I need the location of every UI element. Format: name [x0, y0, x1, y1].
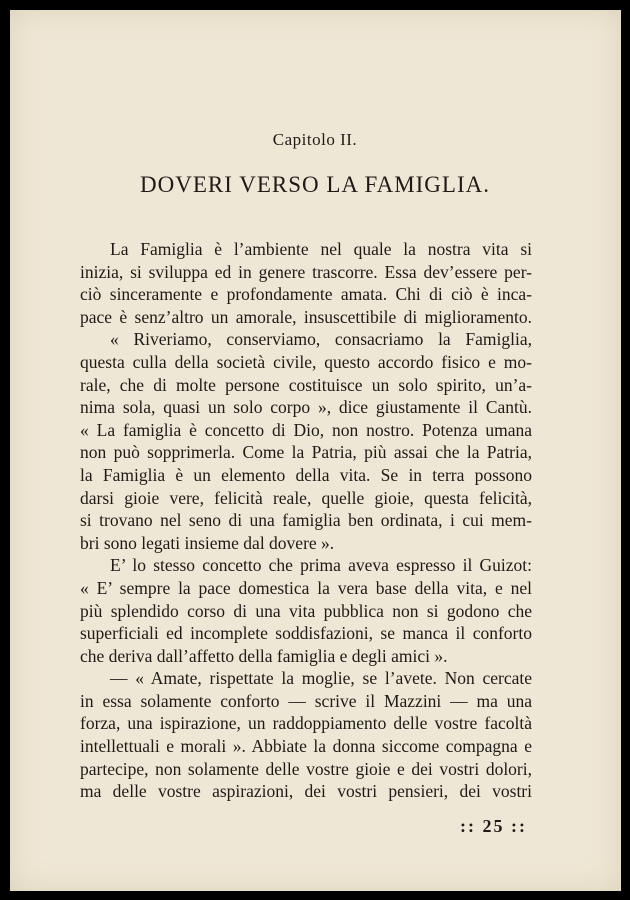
- text-line: « Riveriamo, conserviamo, consacriamo la Famiglia,: [110, 329, 532, 350]
- text-line: si trovano nel seno di una famiglia ben ordinata, i cui mem-: [80, 510, 532, 531]
- text-line: che deriva dall’affetto della famiglia e degli amici ».: [80, 645, 448, 666]
- text-line: forza, una ispirazione, un raddoppiamento delle vostre facoltà: [80, 713, 532, 734]
- text-line: non può sopprimerla. Come la Patria, più assai che la Patria,: [80, 442, 532, 463]
- text-line: ma delle vostre aspirazioni, dei vostri pensieri, dei vostri: [80, 781, 532, 802]
- text-line: la Famiglia è un elemento della vita. Se in terra possono: [80, 464, 532, 485]
- text-line: « La famiglia è concetto di Dio, non nostro. Potenza umana: [80, 419, 532, 440]
- text-line: « E’ sempre la pace domestica la vera base della vita, e nel: [80, 577, 532, 598]
- text-line: rale, che di molte persone costituisce un solo spirito, un’a-: [80, 374, 532, 395]
- text-line: E’ lo stesso concetto che prima aveva espresso il Guizot:: [110, 555, 532, 576]
- page-number: :: 25 ::: [460, 816, 527, 836]
- text-line: intellettuali e morali ». Abbiate la donna siccome compagna e: [80, 736, 532, 757]
- text-line: inizia, si sviluppa ed in genere trascorre. Essa dev’essere per-: [80, 261, 532, 282]
- body-text: [80, 238, 532, 803]
- text-line: partecipe, non solamente delle vostre gioie e dei vostri dolori,: [80, 758, 532, 779]
- text-line: La Famiglia è l’ambiente nel quale la nostra vita si: [110, 239, 532, 259]
- text-line: pace è senz’altro un amorale, insuscettibile di miglioramento.: [80, 306, 532, 327]
- text-line: in essa solamente conforto — scrive il Mazzini — ma una: [80, 690, 532, 711]
- chapter-label: Capitolo II.: [272, 130, 358, 149]
- text-line: bri sono legati insieme dal dovere ».: [80, 532, 335, 553]
- text-line: questa culla della società civile, questo accordo fisico e mo-: [80, 351, 532, 372]
- text-line: nima sola, quasi un solo corpo », dice giustamente il Cantù.: [80, 397, 532, 418]
- chapter-title: DOVERI VERSO LA FAMIGLIA.: [140, 172, 490, 197]
- text-line: più splendido corso di una vita pubblica non si godono che: [80, 600, 532, 621]
- text-line: ciò sinceramente e profondamente amata. Chi di ciò è inca-: [80, 284, 532, 305]
- text-line: superficiali ed incomplete soddisfazioni, se manca il conforto: [80, 623, 532, 644]
- text-line: darsi gioie vere, felicità reale, quelle gioie, questa felicità,: [80, 487, 532, 508]
- text-line: — « Amate, rispettate la moglie, se l’avete. Non cercate: [110, 668, 532, 689]
